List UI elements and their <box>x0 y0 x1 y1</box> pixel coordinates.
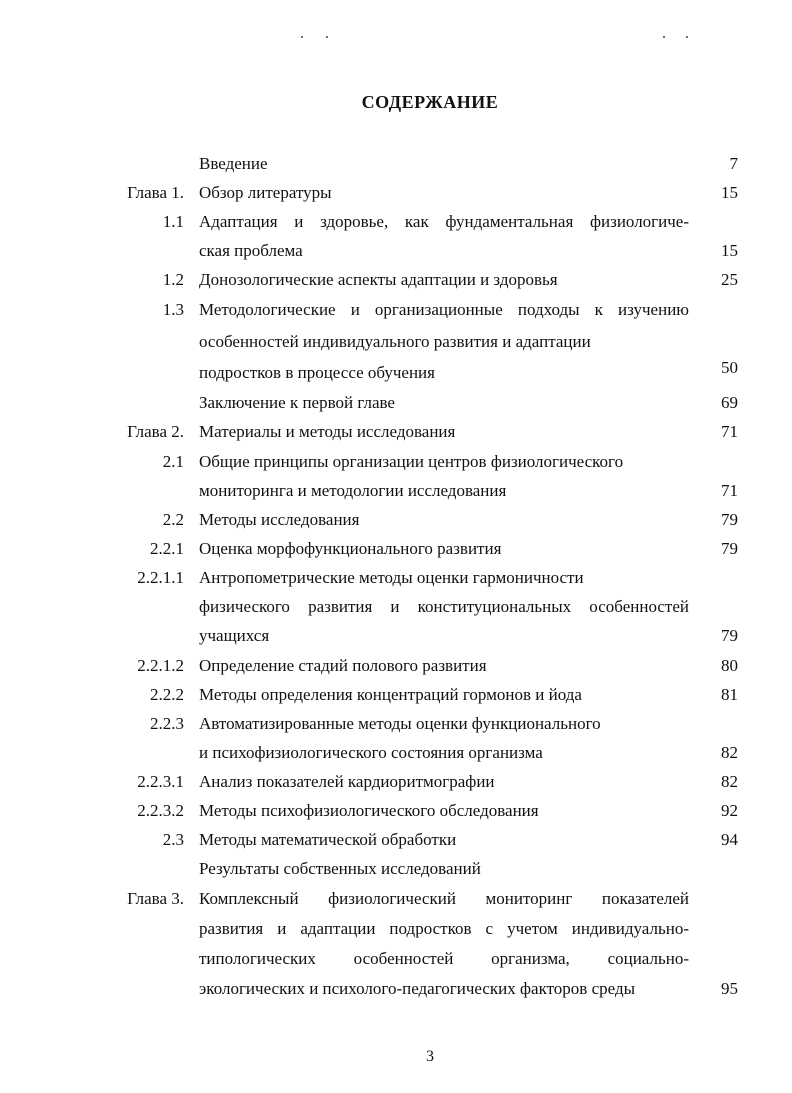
toc-text: Оценка морфофункционального развития <box>199 539 502 558</box>
toc-page: 79 <box>721 510 738 529</box>
toc-row <box>0 153 792 175</box>
scan-mark <box>686 36 688 38</box>
scan-mark <box>663 36 665 38</box>
toc-page: 80 <box>721 656 738 675</box>
toc-row <box>0 538 792 560</box>
toc-text: физического развития и конституциональных особенностей <box>199 597 689 616</box>
toc-text: Обзор литературы <box>199 183 332 202</box>
toc-row <box>0 655 792 677</box>
page-number: 3 <box>426 1048 434 1065</box>
toc-row <box>0 451 792 473</box>
toc-page: 71 <box>721 422 738 441</box>
toc-number: 2.2.2 <box>150 685 184 704</box>
toc-row <box>0 299 792 321</box>
scan-mark <box>301 36 303 38</box>
toc-number: 2.2.1.1 <box>137 568 184 587</box>
toc-text: Методы математической обработки <box>199 830 457 849</box>
toc-row <box>0 421 792 443</box>
toc-page: 79 <box>721 626 738 645</box>
toc-text: Автоматизированные методы оценки функционального <box>199 714 601 733</box>
toc-number: 2.2.3.1 <box>137 772 184 791</box>
toc-text: ская проблема <box>199 241 303 260</box>
toc-row <box>0 684 792 706</box>
toc-page: 95 <box>721 979 738 998</box>
toc-page: 92 <box>721 801 738 820</box>
toc-row <box>0 392 792 414</box>
toc-number: 2.2 <box>162 510 184 529</box>
toc-row <box>0 625 792 647</box>
toc-number: 1.2 <box>162 270 184 289</box>
scan-mark <box>326 36 328 38</box>
toc-text: Комплексный физиологический мониторинг показателей <box>199 889 689 908</box>
toc-page: 15 <box>721 241 738 260</box>
toc-row <box>0 240 792 262</box>
toc-text: Методологические и организационные подходы к изучению <box>199 300 689 319</box>
toc-page: 82 <box>721 743 738 762</box>
toc-text: Методы определения концентраций гормонов и йода <box>199 685 582 704</box>
toc-page: 81 <box>721 685 738 704</box>
toc-number: 2.2.1 <box>150 539 184 558</box>
toc-text: особенностей индивидуального развития и адаптации <box>199 332 591 351</box>
toc-number: Глава 2. <box>127 422 184 441</box>
toc-page: 25 <box>721 270 738 289</box>
toc-text: Адаптация и здоровье, как фундаментальная физиологиче- <box>199 212 689 231</box>
toc-text: подростков в процессе обучения <box>199 363 435 382</box>
toc-row <box>0 211 792 233</box>
toc-text: Введение <box>199 154 268 173</box>
toc-text: типологических особенностей организма, социально- <box>199 949 689 968</box>
toc-row <box>0 596 792 618</box>
toc-number: 2.2.3.2 <box>137 801 184 820</box>
page-title: СОДЕРЖАНИЕ <box>361 92 499 112</box>
toc-row <box>0 829 792 851</box>
toc-page: 79 <box>721 539 738 558</box>
toc-text: Результаты собственных исследований <box>199 859 481 878</box>
toc-page: 69 <box>721 393 738 412</box>
toc-number: Глава 3. <box>127 889 184 908</box>
toc-text: и психофизиологического состояния организма <box>199 743 543 762</box>
toc-number: Глава 1. <box>127 183 184 202</box>
toc-row <box>0 358 792 384</box>
toc-row <box>0 888 792 910</box>
toc-text: Методы психофизиологического обследования <box>199 801 539 820</box>
toc-page: 7 <box>729 154 738 173</box>
toc-page: 50 <box>721 358 738 377</box>
toc-number: 2.2.3 <box>150 714 184 733</box>
toc-page: 15 <box>721 183 738 202</box>
toc-text: Заключение к первой главе <box>199 393 395 412</box>
toc-number: 2.2.1.2 <box>137 656 184 675</box>
toc-page: 71 <box>721 481 738 500</box>
toc-text: экологических и психолого-педагогических факторов среды <box>199 979 636 998</box>
toc-page: 94 <box>721 830 738 849</box>
toc-text: развития и адаптации подростков с учетом индивидуально- <box>199 919 689 938</box>
toc-row <box>0 480 792 502</box>
toc-text: учащихся <box>199 626 270 645</box>
toc-number: 2.3 <box>162 830 184 849</box>
toc-text: Общие принципы организации центров физиологического <box>199 452 624 471</box>
toc-number: 1.1 <box>162 212 184 231</box>
toc-row <box>0 978 792 1000</box>
toc-row <box>0 182 792 204</box>
toc-row <box>0 948 792 970</box>
toc-number: 1.3 <box>162 300 184 319</box>
toc-row <box>0 713 792 735</box>
toc-text: Методы исследования <box>199 510 360 529</box>
toc-number: 2.1 <box>162 452 184 471</box>
toc-row <box>0 269 792 291</box>
toc-text: Анализ показателей кардиоритмографии <box>199 772 495 791</box>
toc-row <box>0 509 792 531</box>
toc-text: Донозологические аспекты адаптации и здоровья <box>199 270 558 289</box>
toc-text: Материалы и методы исследования <box>199 422 456 441</box>
toc-text: Определение стадий полового развития <box>199 656 487 675</box>
toc-text: Антропометрические методы оценки гармоничности <box>199 568 584 587</box>
toc-row <box>0 858 792 880</box>
toc-row <box>0 771 792 793</box>
toc-row <box>0 918 792 940</box>
toc-row <box>0 742 792 764</box>
toc-row <box>0 567 792 589</box>
toc-text: мониторинга и методологии исследования <box>199 481 507 500</box>
toc-row <box>0 800 792 822</box>
toc-page: 82 <box>721 772 738 791</box>
toc-row <box>0 331 792 353</box>
